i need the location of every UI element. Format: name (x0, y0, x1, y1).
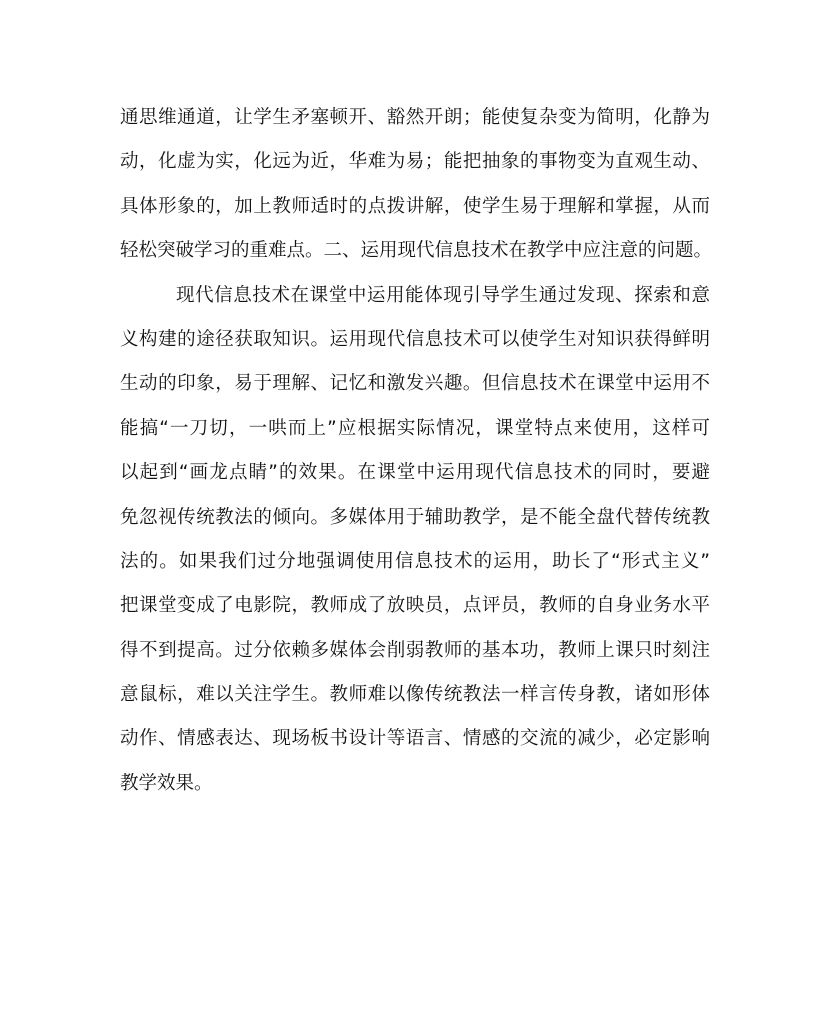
body-text (120, 96, 713, 806)
text-line: 轻松突破学习的重难点。二、运用现代信息技术在教学中应注意的问题。 (120, 240, 713, 262)
text-line: 意鼠标，难以关注学生。教师难以像传统教法一样言传身教，诸如形体 (120, 684, 710, 706)
text-line: 动，化虚为实，化远为近，华难为易；能把抽象的事物变为直观生动、 (120, 151, 710, 173)
text-line: 把课堂变成了电影院，教师成了放映员，点评员，教师的自身业务水平 (120, 595, 710, 617)
paragraph-first-line: 现代信息技术在课堂中运用能体现引导学生通过发现、探索和意 (176, 284, 710, 306)
text-line: 得不到提高。过分依赖多媒体会削弱教师的基本功，教师上课只时刻注 (120, 639, 710, 661)
text-line: 通思维通道，让学生矛塞顿开、豁然开朗；能使复杂变为简明，化静为 (120, 107, 710, 128)
text-line: 具体形象的，加上教师适时的点拨讲解，使学生易于理解和掌握，从而 (120, 195, 710, 217)
text-line: 以起到“画龙点睛”的效果。在课堂中运用现代信息技术的同时，要避 (120, 462, 710, 484)
text-line: 法的。如果我们过分地强调使用信息技术的运用，助长了“形式主义” (120, 550, 710, 572)
paragraph-last-line: 教学效果。 (120, 772, 213, 794)
text-line: 生动的印象，易于理解、记忆和激发兴趣。但信息技术在课堂中运用不 (120, 373, 710, 395)
text-line: 免忽视传统教法的倾向。多媒体用于辅助教学，是不能全盘代替传统教 (120, 506, 710, 528)
text-line: 动作、情感表达、现场板书设计等语言、情感的交流的减少，必定影响 (120, 728, 710, 750)
text-line: 能搞“一刀切，一哄而上”应根据实际情况，课堂特点来使用，这样可 (120, 417, 710, 439)
text-line: 义构建的途径获取知识。运用现代信息技术可以使学生对知识获得鲜明 (120, 328, 710, 350)
